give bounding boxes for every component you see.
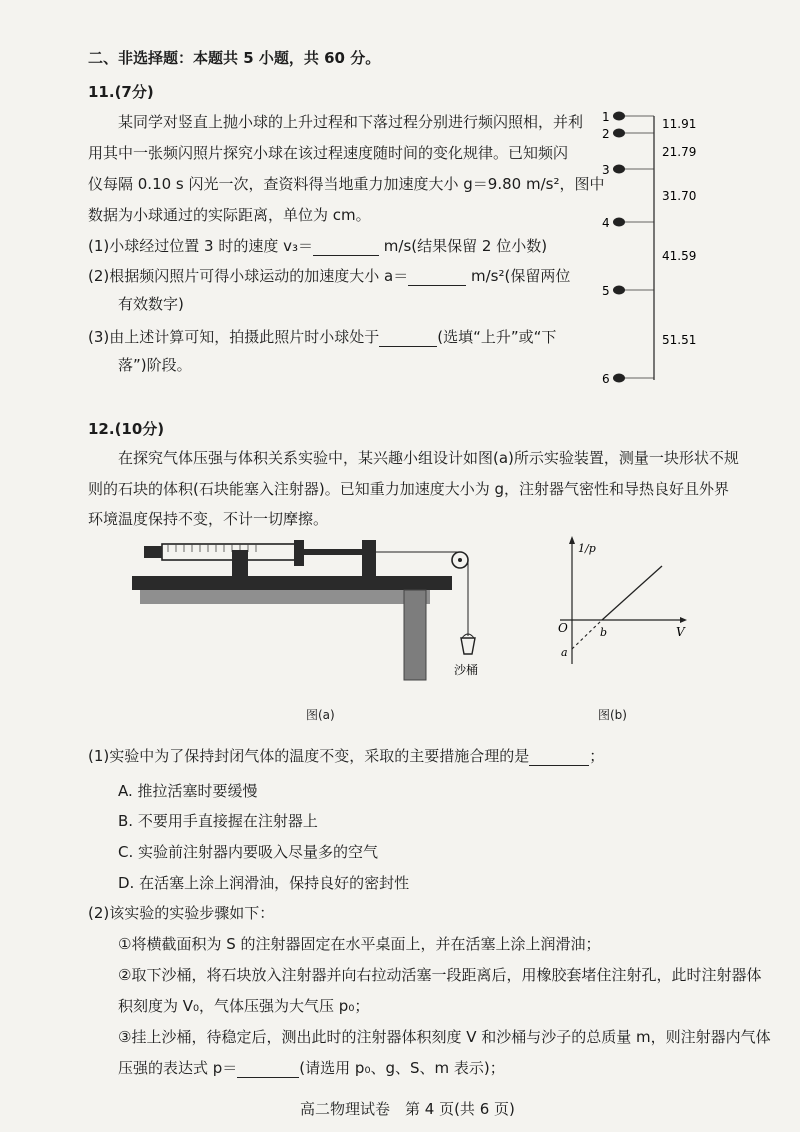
graph-dashed-extension bbox=[572, 620, 602, 649]
q12-step-3-line-1: ③挂上沙桶，待稳定后，测出此时的注射器体积刻度 V 和沙桶与沙子的总质量 m，则注射器内气体 bbox=[118, 1028, 771, 1046]
q12-sub1 bbox=[88, 746, 604, 766]
label-pos-2: 2 bbox=[602, 127, 610, 141]
q12-body-line-3: 环境温度保持不变，不计一切摩擦。 bbox=[88, 510, 329, 528]
q12-score: (10分) bbox=[114, 420, 165, 438]
y-axis-arrow bbox=[569, 536, 575, 544]
q12-step-2-line-1: ②取下沙桶，将石块放入注射器并向右拉动活塞一段距离后，用橡胶套堵住注射孔，此时注射器体 bbox=[118, 966, 762, 984]
x-axis-arrow bbox=[680, 617, 687, 623]
strobe-diagram bbox=[592, 100, 712, 390]
ball-1 bbox=[613, 112, 625, 121]
y-intercept-label: a bbox=[561, 646, 568, 659]
label-pos-6: 6 bbox=[602, 372, 610, 386]
q12-body-line-1: 在探究气体压强与体积关系实验中，某兴趣小组设计如图(a)所示实验装置，测量一块形状不规 bbox=[118, 449, 739, 467]
y-axis-label: 1/p bbox=[578, 542, 596, 555]
distance-2-3: 21.79 bbox=[662, 145, 697, 159]
q12-step-3-text: 压强的表达式 p＝ bbox=[118, 1059, 238, 1077]
figure-a-apparatus bbox=[132, 532, 492, 682]
ball-6 bbox=[613, 374, 625, 383]
piston bbox=[294, 540, 304, 566]
q12-option-c: C. 实验前注射器内要吸入尽量多的空气 bbox=[118, 843, 379, 861]
table-shadow bbox=[140, 590, 430, 604]
q11-sub3 bbox=[88, 327, 556, 347]
clamp-left bbox=[232, 550, 248, 576]
graph-line bbox=[602, 566, 662, 620]
q11-number bbox=[88, 82, 154, 102]
q11-sub2-unit: m/s²(保留两位 bbox=[471, 267, 571, 285]
q11-number-label: 11. bbox=[88, 83, 115, 101]
label-pos-1: 1 bbox=[602, 110, 610, 124]
label-pos-5: 5 bbox=[602, 284, 610, 298]
q12-option-d: D. 在活塞上涂上润滑油，保持良好的密封性 bbox=[118, 874, 410, 892]
q11-sub1-answer-blank[interactable] bbox=[313, 239, 379, 256]
q11-sub3-text: (3)由上述计算可知，拍摄此照片时小球处于 bbox=[88, 328, 380, 346]
section-header: 二、非选择题：本题共 5 小题，共 60 分。 bbox=[88, 49, 381, 67]
q12-sub1-end: ； bbox=[589, 747, 605, 765]
figure-b-caption: 图(b) bbox=[598, 708, 627, 722]
q12-step-2-line-2: 积刻度为 V₀，气体压强为大气压 p₀； bbox=[118, 997, 370, 1015]
q12-sub1-text: (1)实验中为了保持封闭气体的温度不变，采取的主要措施合理的是 bbox=[88, 747, 530, 765]
label-pos-4: 4 bbox=[602, 216, 610, 230]
x-axis-label: V bbox=[676, 625, 685, 639]
ball-4 bbox=[613, 218, 625, 227]
q11-body-line-3: 仪每隔 0.10 s 闪光一次，查资料得当地重力加速度大小 g＝9.80 m/s²，图中 bbox=[88, 175, 605, 193]
ball-5 bbox=[613, 286, 625, 295]
pulley-axle bbox=[458, 558, 462, 562]
clamp-right bbox=[362, 540, 376, 576]
distance-1-2: 11.91 bbox=[662, 117, 697, 131]
q11-sub3-options: (选填“上升”或“下 bbox=[437, 328, 557, 346]
q11-sub1-unit: m/s(结果保留 2 位小数) bbox=[383, 237, 548, 255]
origin-label: O bbox=[558, 621, 568, 635]
label-pos-3: 3 bbox=[602, 163, 610, 177]
q12-option-b: B. 不要用手直接握在注射器上 bbox=[118, 812, 318, 830]
table-top bbox=[132, 576, 452, 590]
q11-body-line-1: 某同学对竖直上抛小球的上升过程和下落过程分别进行频闪照相，并利 bbox=[118, 113, 584, 131]
q12-sub1-answer-blank[interactable] bbox=[529, 749, 589, 766]
q12-number bbox=[88, 419, 164, 439]
figure-a-caption: 图(a) bbox=[306, 708, 335, 722]
q12-number-label: 12. bbox=[88, 420, 115, 438]
q12-step-3-hint: (请选用 p₀、g、S、m 表示)； bbox=[299, 1059, 505, 1077]
q11-sub2-answer-blank[interactable] bbox=[408, 269, 466, 286]
rubber-stopper bbox=[144, 546, 162, 558]
q11-score: (7分) bbox=[114, 83, 154, 101]
q12-body-line-2: 则的石块的体积(石块能塞入注射器)。已知重力加速度大小为 g，注射器气密性和导热良好且外界 bbox=[88, 480, 729, 498]
ball-2 bbox=[613, 129, 625, 138]
q12-sub2-intro: (2)该实验的实验步骤如下： bbox=[88, 904, 275, 922]
q12-step-3-answer-blank[interactable] bbox=[237, 1061, 299, 1078]
distance-3-4: 31.70 bbox=[662, 189, 697, 203]
sand-bucket bbox=[461, 638, 475, 654]
q11-sub1-text: (1)小球经过位置 3 时的速度 v₃＝ bbox=[88, 237, 313, 255]
q12-option-a: A. 推拉活塞时要缓慢 bbox=[118, 782, 258, 800]
q11-sub3-cont: 落”)阶段。 bbox=[118, 356, 192, 374]
distance-5-6: 51.51 bbox=[662, 333, 697, 347]
q12-step-1: ①将横截面积为 S 的注射器固定在水平桌面上，并在活塞上涂上润滑油； bbox=[118, 935, 601, 953]
q11-body-line-4: 数据为小球通过的实际距离，单位为 cm。 bbox=[88, 206, 371, 224]
q11-sub1 bbox=[88, 236, 547, 256]
q11-sub3-answer-blank[interactable] bbox=[379, 330, 437, 347]
sand-bucket-label: 沙桶 bbox=[454, 663, 479, 677]
q12-step-3-line-2 bbox=[118, 1058, 505, 1078]
distance-4-5: 41.59 bbox=[662, 249, 697, 263]
figure-b-graph bbox=[540, 532, 700, 672]
q11-sub2 bbox=[88, 266, 570, 286]
q11-sub2-text: (2)根据频闪照片可得小球运动的加速度大小 a＝ bbox=[88, 267, 409, 285]
table-leg bbox=[404, 590, 426, 680]
q11-body-line-2: 用其中一张频闪照片探究小球在该过程速度随时间的变化规律。已知频闪 bbox=[88, 144, 569, 162]
q11-sub2-cont: 有效数字) bbox=[118, 295, 184, 313]
ball-3 bbox=[613, 165, 625, 174]
page-footer: 高二物理试卷 第 4 页(共 6 页) bbox=[300, 1100, 515, 1118]
x-intercept-label: b bbox=[600, 626, 608, 639]
